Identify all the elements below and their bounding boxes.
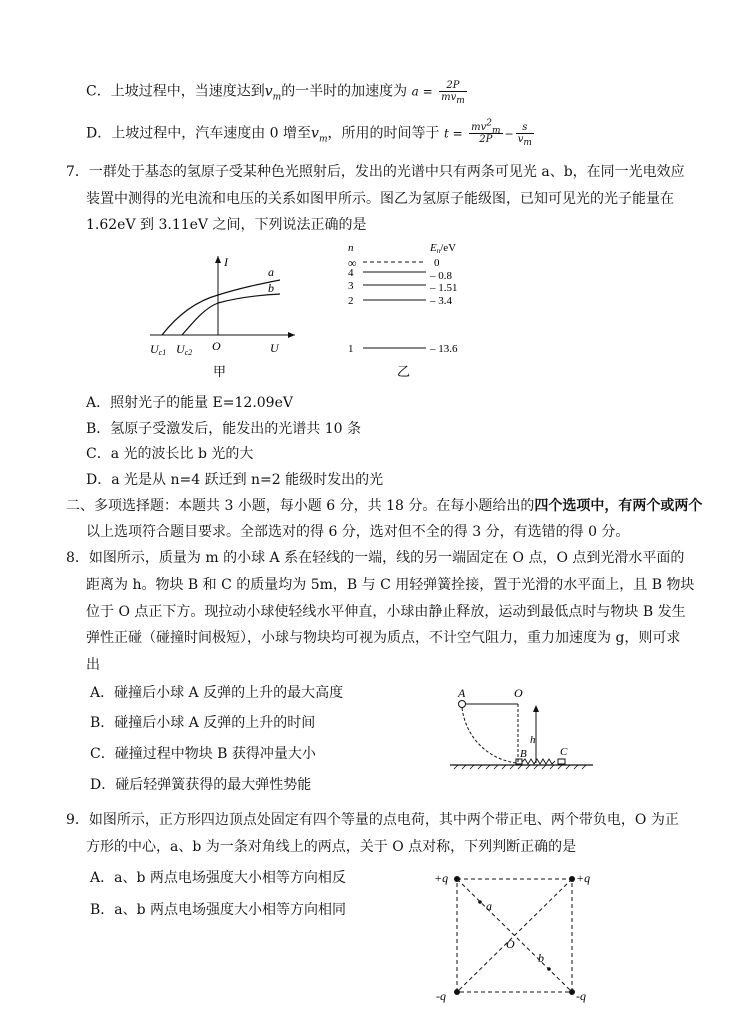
section2-line2: 以上选项符合题目要求。全部选对的得 6 分，选对但不全的得 3 分，有选错的得 0 分。 [86,524,630,540]
curve-b-label: b [268,281,274,295]
q7-option-d: D．a 光是从 n=4 跃迁到 n=2 能级时发出的光 [86,472,384,488]
option-c-prev: C．上坡过程中，当速度达到$v_m$的一半时的加速度为 a = $\frac{2P}{mv_m}$ [86,80,465,106]
caption-yi: 乙 [397,364,411,379]
q8-line1: 8．如图所示，质量为 m 的小球 A 系在轻线的一端，线的另一端固定在 O 点，O 点到光滑水平面的 [66,550,685,566]
svg-text:∞: ∞ [348,256,357,270]
section2-line1: 二、多项选择题：本题共 3 小题，每小题 6 分，共 18 分。在每小题给出的四个选项中，有两个或两个 [66,498,703,514]
svg-text:n: n [348,242,354,254]
q7-line2: 装置中测得的光电流和电压的关系如图甲所示。图乙为氢原子能级图，已知可见光的光子能量在 [86,191,674,207]
q8-line3: 位于 O 点正下方。现拉动小球使轻线水平伸直，小球由静止释放，运动到最低点时与物块 B 发生 [86,604,686,620]
q7-option-b: B．氢原子受激发后，能发出的光谱共 10 条 [86,421,362,437]
q7-line1: 7．一群处于基态的氢原子受某种色光照射后，发出的光谱中只有两条可见光 a、b，在同一光电效应 [66,164,685,180]
fraction-s-vm: $\frac{s}{v_m}$ [517,122,532,148]
q8-line4: 弹性正碰（碰撞时间极短），小球与物块均可视为质点，不计空气阻力，重力加速度为 g，则可求 [86,630,681,646]
svg-text:+q: +q [576,871,591,885]
curve-a-label: a [268,265,274,279]
figure-yi-energy-levels [340,238,490,380]
fraction-mv2-2p: $\frac{mv^2_m}{2P}$ [471,118,501,145]
svg-text:O: O [506,937,515,951]
svg-text:O: O [514,686,523,700]
q7-line3: 1.62eV 到 3.11eV 之间，下列说法正确的是 [86,217,367,233]
caption-jia: 甲 [213,364,227,379]
svg-text:B: B [520,748,527,760]
svg-text:+q: +q [434,871,449,885]
svg-text:– 1.51: – 1.51 [430,282,458,294]
option-d-prev: D．上坡过程中，汽车速度由 0 增至$v_m$，所用的时间等于 t = $\frac{mv^2_m}{2P}$ − $\frac{s}{v_m}$ [86,118,532,148]
svg-text:A: A [458,686,466,700]
svg-text:Uc1: Uc1 [150,342,167,357]
q8-line5: 出 [86,657,100,673]
axis-i-label: I [224,255,228,269]
q8-option-c: C．碰撞过程中物块 B 获得冲量大小 [90,746,316,762]
axis-u-label: U [270,341,279,355]
q7-option-c: C．a 光的波长比 b 光的大 [86,446,254,462]
q7-option-a: A．照射光子的能量 E=12.09eV [86,395,293,411]
svg-text:– 0.8: – 0.8 [430,270,452,282]
svg-text:2: 2 [348,295,354,307]
svg-text:– 3.4: – 3.4 [430,295,452,307]
origin-label: O [212,339,221,353]
q8-line2: 距离为 h。物块 B 和 C 的质量均为 5m，B 与 C 用轻弹簧拴接，置于光滑的水平面上，且 B 物块 [86,577,695,593]
fraction-2p-mvm: $\frac{2P}{mv_m}$ [441,80,465,106]
q9-option-a: A．a、b 两点电场强度大小相等方向相反 [90,870,346,886]
q8-figure-pendulum [448,683,598,778]
svg-text:3: 3 [348,280,354,292]
q9-figure-charges-square [430,866,600,1016]
svg-text:– 13.6: – 13.6 [430,343,458,355]
q9-option-b: B．a、b 两点电场强度大小相等方向相同 [90,902,347,918]
svg-text:b: b [538,951,544,965]
q9-line1: 9．如图所示，正方形四边顶点处固定有四个等量的点电荷，其中两个带正电、两个带负电，O 为正 [66,812,679,828]
figure-jia-iv-curve [140,250,300,380]
q9-line2: 方形的中心，a、b 为一条对角线上的两点，关于 O 点对称，下列判断正确的是 [86,839,577,855]
q8-option-b: B．碰撞后小球 A 反弹的上升的时间 [90,715,316,731]
svg-text:4: 4 [348,267,354,279]
svg-text:1: 1 [348,343,354,355]
q8-option-a: A．碰撞后小球 A 反弹的上升的最大高度 [90,685,344,701]
svg-text:C: C [560,746,568,758]
svg-text:En/eV: En/eV [430,242,457,255]
q8-option-d: D．碰后轻弹簧获得的最大弹性势能 [90,777,312,793]
svg-text:-q: -q [436,989,446,1003]
svg-text:Uc2: Uc2 [176,342,193,357]
svg-text:a: a [486,899,492,913]
svg-text:0: 0 [434,257,440,269]
svg-text:h: h [530,734,536,746]
svg-text:-q: -q [576,989,586,1003]
